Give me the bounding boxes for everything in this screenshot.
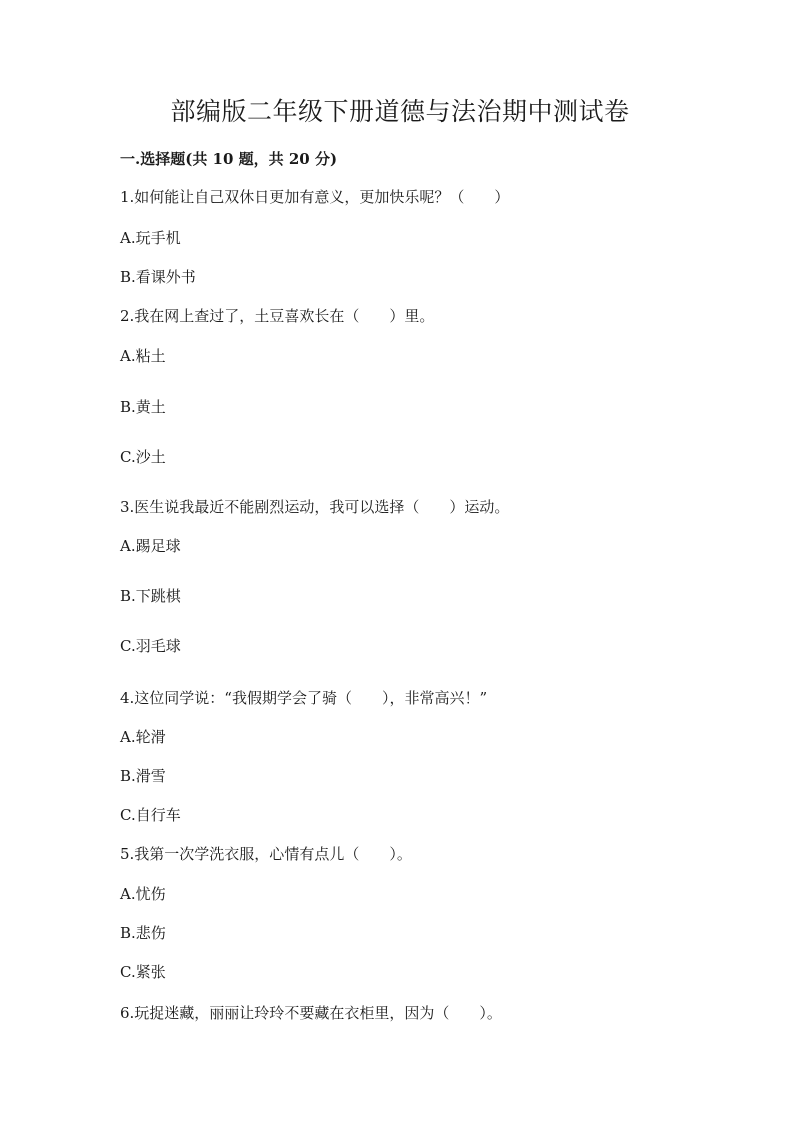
question-4-option-a: A.轮滑: [120, 728, 166, 746]
question-4-stem: 4.这位同学说：“我假期学会了骑（ ），非常高兴！”: [120, 689, 488, 707]
question-2-stem: 2.我在网上查过了，土豆喜欢长在（ ）里。: [120, 307, 435, 325]
question-1-stem: 1.如何能让自己双休日更加有意义，更加快乐呢？（ ）: [120, 188, 510, 206]
question-1-option-b: B.看课外书: [120, 268, 196, 286]
section-heading: 一.选择题(共 10 题，共 20 分): [120, 150, 338, 168]
page-title: 部编版二年级下册道德与法治期中测试卷: [170, 97, 630, 126]
question-5-stem: 5.我第一次学洗衣服，心情有点儿（ ）。: [120, 845, 412, 863]
question-5-option-a: A.忧伤: [120, 885, 166, 903]
question-6-stem: 6.玩捉迷藏，丽丽让玲玲不要藏在衣柜里，因为（ ）。: [120, 1004, 502, 1022]
question-5-option-c: C.紧张: [120, 963, 166, 981]
question-3-option-b: B.下跳棋: [120, 587, 181, 605]
question-5-option-b: B.悲伤: [120, 924, 166, 942]
question-2-option-c: C.沙土: [120, 448, 166, 466]
question-2-option-b: B.黄土: [120, 398, 166, 416]
question-2-option-a: A.粘土: [120, 347, 166, 365]
question-3-option-a: A.踢足球: [120, 537, 181, 555]
question-1-option-a: A.玩手机: [120, 229, 181, 247]
question-3-option-c: C.羽毛球: [120, 637, 181, 655]
question-3-stem: 3.医生说我最近不能剧烈运动，我可以选择（ ）运动。: [120, 498, 510, 516]
question-4-option-c: C.自行车: [120, 806, 181, 824]
question-4-option-b: B.滑雪: [120, 767, 166, 785]
